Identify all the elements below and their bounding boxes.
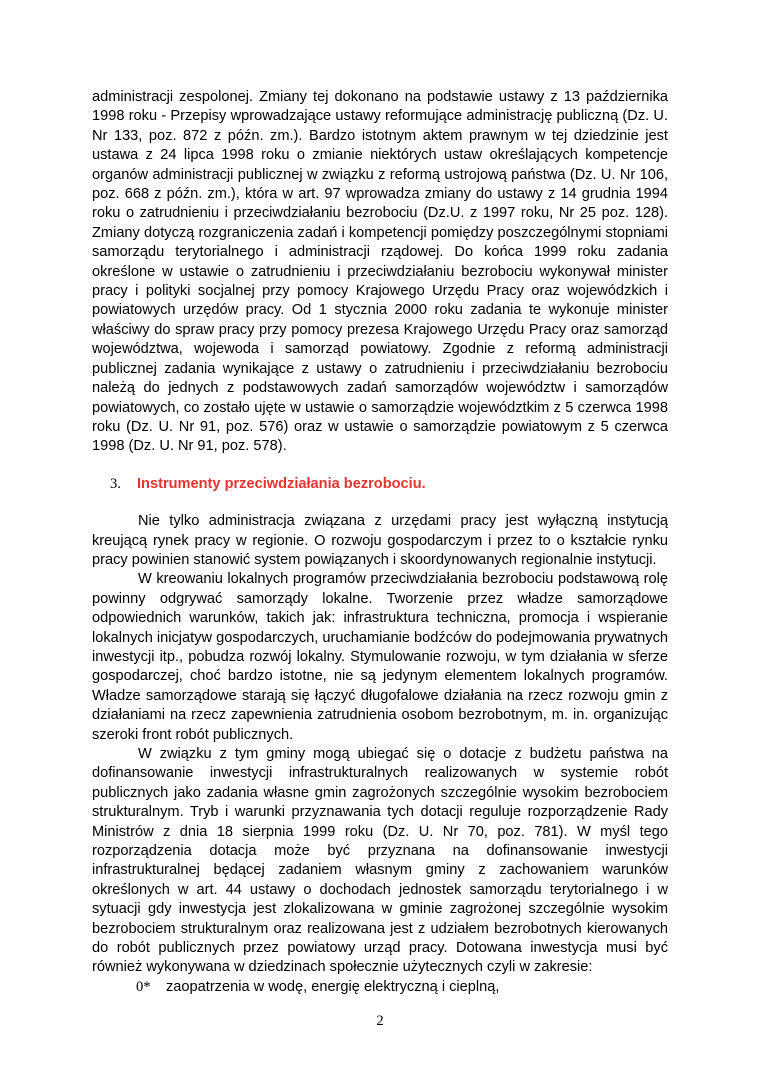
list-item: [92, 978, 668, 997]
body-paragraph: W kreowaniu lokalnych programów przeciwdziałania bezrobociu podstawową rolę powinny odgrywać samorządy lokalne. Tworzenie przez władze samorządowe odpowiednich warunków, takich jak: infrastruktura techniczna, promocja i wspieranie lokalnych inicjatyw gospodarczych, uruchamianie bodźców do podejmowania prywatnych inwestycji itp., pobudza rozwój lokalny. Stymulowanie rozwoju, w tym działania w sferze gospodarczej, choć bardzo istotne, nie są jedynym elementem lokalnych programów. Władze samorządowe starają się łączyć długofalowe działania na rzecz rozwoju gmin z działaniami na rzecz zapewnienia zatrudnienia osobom bezrobotnym, m. in. organizując szeroki front robót publicznych.: [92, 571, 668, 743]
list-item-text: zaopatrzenia w wodę, energię elektryczną i cieplną,: [166, 978, 500, 995]
bullet-marker: 0*: [136, 978, 151, 995]
page-number: 2: [376, 1013, 384, 1029]
body-paragraph: W związku z tym gminy mogą ubiegać się o dotacje z budżetu państwa na dofinansowanie inwestycji infrastrukturalnych realizowanych w systemie robót publicznych jako zadania własne gmin zagrożonych szczególnie wysokim bezrobociem strukturalnym. Tryb i warunki przyznawania tych dotacji reguluje rozporządzenie Rady Ministrów z dnia 18 sierpnia 1999 roku (Dz. U. Nr 70, poz. 781). W myśl tego rozporządzenia dotacja może być przyznana na dofinansowanie inwestycji infrastrukturalnej będącej zadaniem własnym gminy z zachowaniem warunków określonych w art. 44 ustawy o dochodach jednostek samorządu terytorialnego i w sytuacji gdy inwestycja jest zlokalizowana w gminie zagrożonej szczególnie wysokim bezrobociem strukturalnym oraz realizowana jest z udziałem bezrobotnych kierowanych do robót publicznych przez powiatowy urząd pracy. Dotowana inwestycja musi być również wykonywana w dziedzinach społecznie użytecznych czyli w zakresie:: [92, 746, 668, 976]
section-number: 3.: [110, 475, 121, 492]
section-title: Instrumenty przeciwdziałania bezrobociu.: [137, 475, 426, 492]
section-heading: [92, 475, 668, 494]
document-page: [92, 88, 668, 997]
body-paragraph: Nie tylko administracja związana z urzędami pracy jest wyłączną instytucją kreującą rynek pracy w regionie. O rozwoju gospodarczym i przez to o kształcie rynku pracy powinien stanowić system powiązanych i skoordynowanych regionalnie instytucji.: [92, 513, 668, 568]
body-paragraph: administracji zespolonej. Zmiany tej dokonano na podstawie ustawy z 13 października 1998 roku - Przepisy wprowadzające ustawy reformujące administrację publiczną (Dz. U. Nr 133, poz. 872 z późn. zm.). Bardzo istotnym aktem prawnym w tej dziedzinie jest ustawa z 24 lipca 1998 roku o zmianie niektórych ustaw określających kompetencje organów administracji publicznej w związku z reformą ustrojową państwa (Dz. U. Nr 106, poz. 668 z późn. zm.), która w art. 97 wprowadza zmiany do ustawy z 14 grudnia 1994 roku o zatrudnieniu i przeciwdziałaniu bezrobociu (Dz.U. z 1997 roku, Nr 25 poz. 128). Zmiany dotyczą rozgraniczenia zadań i kompetencji pomiędzy poszczególnymi stopniami samorządu terytorialnego i administracji rządowej. Do końca 1999 roku zadania określone w ustawie o zatrudnieniu i przeciwdziałaniu bezrobociu wykonywał minister pracy i polityki socjalnej przy pomocy Krajowego Urzędu Pracy oraz wojewódzkich i powiatowych urzędów pracy. Od 1 stycznia 2000 roku zadania te wykonuje minister właściwy do spraw pracy przy pomocy prezesa Krajowego Urzędu Pracy oraz samorząd województwa, wojewoda i samorząd powiatowy. Zgodnie z reformą administracji publicznej zadania wynikające z ustawy o zatrudnieniu i przeciwdziałaniu bezrobociu należą do jednych z podstawowych zadań samorządów województw i samorządów powiatowych, co zostało ujęte w ustawie o samorządzie województkim z 5 czerwca 1998 roku (Dz. U. Nr 91, poz. 576) oraz w ustawie o samorządzie powiatowym z 5 czerwca 1998 (Dz. U. Nr 91, poz. 578).: [92, 89, 668, 455]
